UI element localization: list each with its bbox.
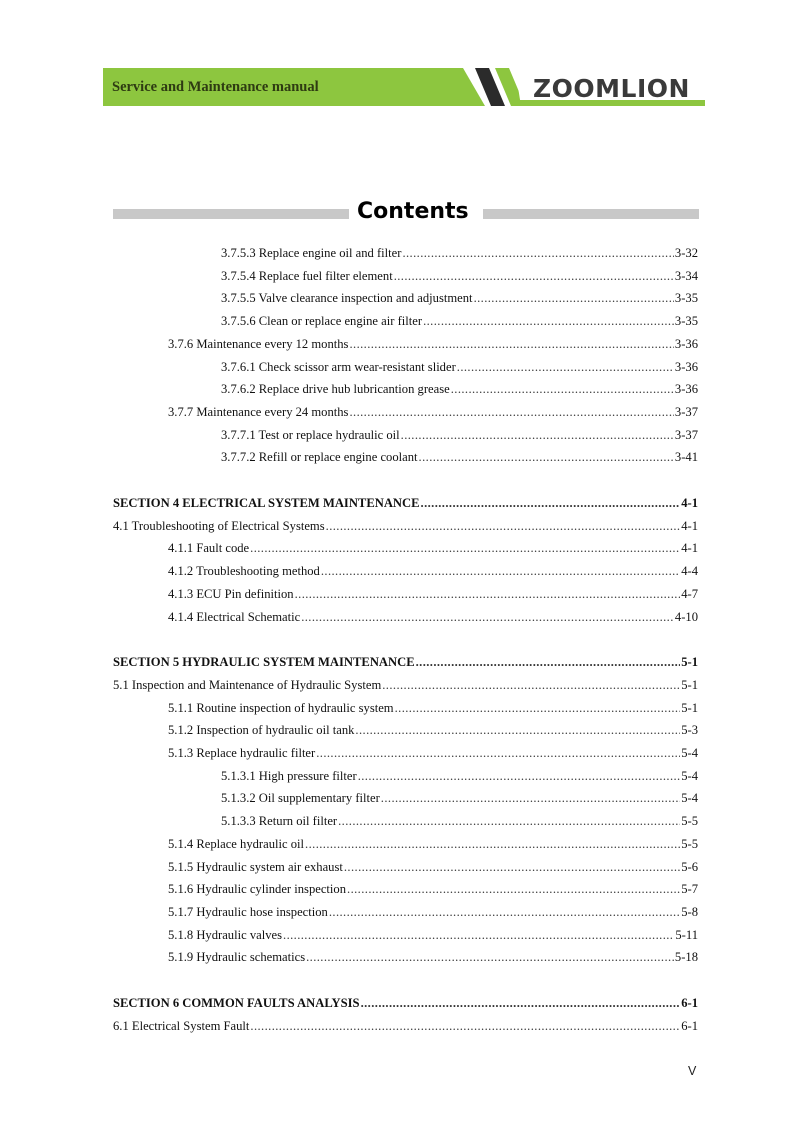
toc-entry-page: 5-3 xyxy=(681,723,698,738)
toc-entry[interactable] xyxy=(113,517,698,535)
toc-dot-leader xyxy=(326,517,681,535)
toc-entry-page: 5-4 xyxy=(681,791,698,806)
toc-entry[interactable] xyxy=(168,903,698,921)
toc-entry-title: 4.1 Troubleshooting of Electrical Systems xyxy=(113,518,325,533)
toc-dot-leader xyxy=(402,244,673,262)
toc-dot-leader xyxy=(395,699,681,717)
toc-entry-title: 5.1.4 Replace hydraulic oil xyxy=(168,836,305,851)
toc-entry-title: 3.7.5.6 Clean or replace engine air filter xyxy=(221,314,423,329)
toc-dot-leader xyxy=(394,267,674,285)
toc-entry[interactable] xyxy=(168,585,698,603)
toc-dot-leader xyxy=(250,539,680,557)
toc-entry[interactable] xyxy=(168,835,698,853)
toc-entry-title: 5.1.2 Inspection of hydraulic oil tank xyxy=(168,723,355,738)
toc-dot-leader xyxy=(358,767,681,785)
toc-entry-page: 3-36 xyxy=(674,359,698,374)
toc-entry-page: 4-10 xyxy=(674,609,698,624)
toc-dot-leader xyxy=(283,926,674,944)
toc-entry-title: 3.7.5.4 Replace fuel filter element xyxy=(221,268,393,283)
toc-dot-leader xyxy=(355,721,680,739)
toc-entry-page: 5-8 xyxy=(681,904,698,919)
manual-title: Service and Maintenance manual xyxy=(112,79,319,95)
toc-entry-page: 6-1 xyxy=(681,996,698,1010)
toc-dot-leader xyxy=(338,812,680,830)
toc-entry-page: 4-1 xyxy=(681,518,698,533)
toc-entry[interactable] xyxy=(221,312,698,330)
toc-dot-leader xyxy=(401,426,674,444)
toc-entry-title: SECTION 5 HYDRAULIC SYSTEM MAINTENANCE xyxy=(113,655,415,670)
toc-entry[interactable] xyxy=(168,721,698,739)
toc-entry-title: SECTION 4 ELECTRICAL SYSTEM MAINTENANCE xyxy=(113,496,420,510)
toc-entry-title: 5.1.6 Hydraulic cylinder inspection xyxy=(168,882,347,897)
toc-entry-page: 3-37 xyxy=(674,427,698,442)
toc-entry[interactable] xyxy=(168,562,698,580)
toc-entry-page: 5-18 xyxy=(674,950,698,965)
toc-entry-page: 5-1 xyxy=(681,677,698,692)
toc-entry-title: 5.1.3.3 Return oil filter xyxy=(221,814,338,829)
toc-entry-title: 5.1.1 Routine inspection of hydraulic system xyxy=(168,700,394,715)
toc-entry[interactable] xyxy=(221,380,698,398)
toc-entry[interactable] xyxy=(221,244,698,262)
toc-entry-title: 3.7.7 Maintenance every 24 months xyxy=(168,404,349,419)
toc-entry-title: 5.1.7 Hydraulic hose inspection xyxy=(168,904,328,919)
page-header xyxy=(103,68,705,106)
toc-entry[interactable] xyxy=(113,1017,698,1035)
toc-entry-page: 5-5 xyxy=(681,836,698,851)
toc-entry-title: 3.7.6.2 Replace drive hub lubricantion grease xyxy=(221,382,450,397)
contents-title: Contents xyxy=(357,199,469,224)
toc-section-entry[interactable] xyxy=(113,994,698,1012)
toc-entry-title: 5.1.3 Replace hydraulic filter xyxy=(168,746,316,760)
toc-dot-leader xyxy=(451,380,674,398)
toc-entry[interactable] xyxy=(168,539,698,557)
toc-dot-leader xyxy=(316,744,680,762)
toc-entry-title: 5.1.3.2 Oil supplementary filter xyxy=(221,791,380,806)
toc-dot-leader xyxy=(306,948,674,966)
toc-entry[interactable] xyxy=(168,880,698,898)
toc-entry-title: 3.7.6 Maintenance every 12 months xyxy=(168,336,349,351)
toc-dot-leader xyxy=(349,335,673,353)
toc-entry-page: 3-35 xyxy=(674,291,698,306)
toc-dot-leader xyxy=(305,835,680,853)
toc-dot-leader xyxy=(416,653,681,671)
toc-entry-title: 3.7.7.1 Test or replace hydraulic oil xyxy=(221,427,400,442)
toc-entry-page: 5-1 xyxy=(681,655,698,670)
toc-entry[interactable] xyxy=(221,789,698,807)
toc-entry[interactable] xyxy=(221,358,698,376)
toc-entry-title: SECTION 6 COMMON FAULTS ANALYSIS xyxy=(113,996,360,1010)
toc-entry-title: 3.7.5.3 Replace engine oil and filter xyxy=(221,246,402,260)
toc-entry-page: 5-6 xyxy=(681,859,698,874)
toc-dot-leader xyxy=(361,994,681,1012)
toc-dot-leader xyxy=(301,608,674,626)
toc-entry-page: 6-1 xyxy=(681,1018,698,1033)
toc-dot-leader xyxy=(381,789,680,807)
toc-entry[interactable] xyxy=(168,403,698,421)
toc-entry[interactable] xyxy=(221,267,698,285)
toc-dot-leader xyxy=(250,1017,680,1035)
toc-entry[interactable] xyxy=(221,812,698,830)
page-number: V xyxy=(688,1064,697,1078)
toc-entry[interactable] xyxy=(221,448,698,466)
toc-dot-leader xyxy=(382,676,680,694)
toc-entry-page: 4-4 xyxy=(681,564,698,579)
toc-dot-leader xyxy=(423,312,674,330)
toc-entry-page: 3-36 xyxy=(674,336,698,351)
toc-entry[interactable] xyxy=(221,426,698,444)
toc-dot-leader xyxy=(347,880,680,898)
toc-entry-title: 5.1.8 Hydraulic valves xyxy=(168,927,283,942)
toc-entry-page: 4-1 xyxy=(681,496,698,510)
toc-entry-page: 3-34 xyxy=(674,268,698,283)
toc-entry-title: 3.7.7.2 Refill or replace engine coolant xyxy=(221,450,418,465)
toc-entry-title: 5.1 Inspection and Maintenance of Hydraulic System xyxy=(113,677,382,692)
toc-entry[interactable] xyxy=(168,744,698,762)
toc-entry-page: 3-36 xyxy=(674,382,698,397)
toc-dot-leader xyxy=(295,585,681,603)
toc-entry-title: 6.1 Electrical System Fault xyxy=(113,1018,250,1033)
toc-entry-title: 3.7.6.1 Check scissor arm wear-resistant slider xyxy=(221,359,456,374)
toc-entry-page: 3-37 xyxy=(674,404,698,419)
toc-entry[interactable] xyxy=(168,335,698,353)
toc-entry-page: 4-7 xyxy=(681,586,698,601)
brand-logo: ZOOMLION xyxy=(533,74,690,103)
toc-entry[interactable] xyxy=(168,926,698,944)
toc-entry[interactable] xyxy=(168,858,698,876)
toc-entry-page: 5-1 xyxy=(681,700,698,715)
toc-dot-leader xyxy=(457,358,674,376)
heading-rule-right xyxy=(483,209,699,219)
toc-entry[interactable] xyxy=(168,699,698,717)
toc-entry-title: 4.1.3 ECU Pin definition xyxy=(168,586,294,601)
toc-entry-page: 5-4 xyxy=(681,746,698,760)
toc-section-entry[interactable] xyxy=(113,653,698,671)
toc-entry-title: 5.1.9 Hydraulic schematics xyxy=(168,950,306,965)
toc-entry-page: 5-4 xyxy=(681,768,698,783)
heading-rule-left xyxy=(113,209,349,219)
toc-entry-title: 5.1.3.1 High pressure filter xyxy=(221,768,357,783)
toc-dot-leader xyxy=(419,448,674,466)
toc-dot-leader xyxy=(421,494,681,512)
toc-entry-page: 5-7 xyxy=(681,882,698,897)
toc-entry-title: 4.1.1 Fault code xyxy=(168,541,250,556)
toc-entry-title: 4.1.2 Troubleshooting method xyxy=(168,564,320,579)
toc-entry-page: 3-32 xyxy=(674,246,698,260)
toc-entry-page: 5-5 xyxy=(681,814,698,829)
toc-entry[interactable] xyxy=(221,289,698,307)
toc-entry[interactable] xyxy=(168,608,698,626)
toc-dot-leader xyxy=(349,403,673,421)
toc-dot-leader xyxy=(329,903,680,921)
toc-entry-page: 5-11 xyxy=(675,927,698,942)
toc-dot-leader xyxy=(474,289,674,307)
toc-entry-title: 5.1.5 Hydraulic system air exhaust xyxy=(168,859,343,874)
toc-section-entry[interactable] xyxy=(113,494,698,512)
toc-entry-page: 3-41 xyxy=(674,450,698,465)
toc-entry-title: 4.1.4 Electrical Schematic xyxy=(168,609,301,624)
toc-entry[interactable] xyxy=(221,767,698,785)
toc-dot-leader xyxy=(344,858,680,876)
toc-entry-title: 3.7.5.5 Valve clearance inspection and adjustment xyxy=(221,291,473,306)
toc-entry-page: 3-35 xyxy=(674,314,698,329)
contents-heading xyxy=(113,200,699,228)
toc-entry[interactable] xyxy=(168,948,698,966)
toc-dot-leader xyxy=(321,562,680,580)
toc-entry[interactable] xyxy=(113,676,698,694)
toc-entry-page: 4-1 xyxy=(681,541,698,556)
